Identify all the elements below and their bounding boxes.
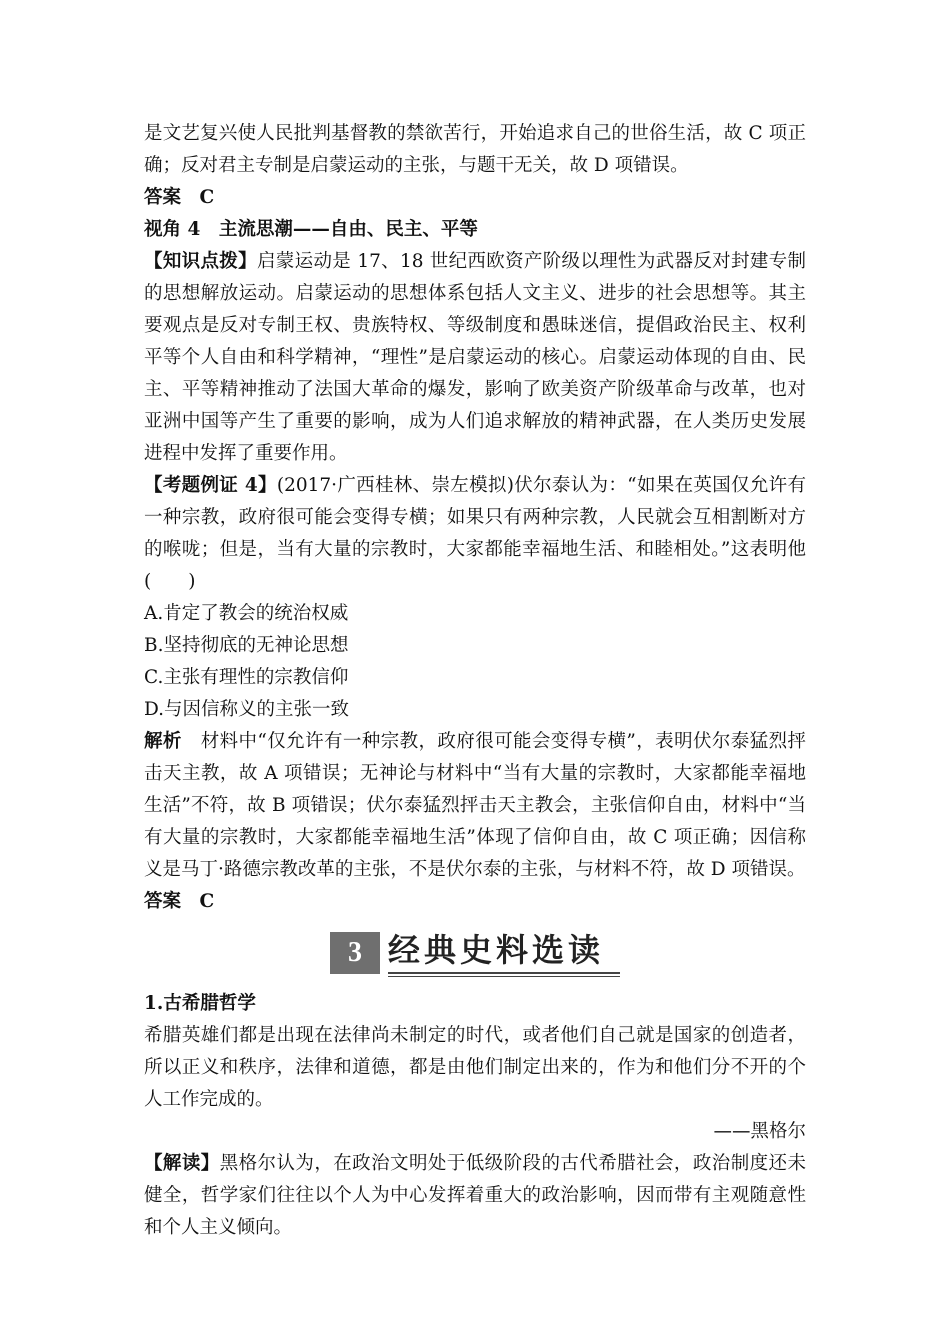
interpretation-paragraph xyxy=(144,1148,806,1244)
quote-author: ——黑格尔 xyxy=(713,1121,806,1142)
example-text: (2017·广西桂林、崇左模拟)伏尔泰认为：“如果在英国仅允许有一种宗教，政府很可能会变得专横；如果只有两种宗教，人民就会互相割断对方的喉咙；但是，当有大量的宗教时，大家都能幸福地生活、和睦相处。”这表明他( ) xyxy=(144,475,806,592)
knowledge-text: 启蒙运动是 17、18 世纪西欧资产阶级以理性为武器反对封建专制的思想解放运动。启蒙运动的思想体系包括人文主义、进步的社会思想等。其主要观点是反对专制王权、贵族特权、等级制度和愚昧迷信，提倡政治民主、权利平等个人自由和科学精神，“理性”是启蒙运动的核心。启蒙运动体现的自由、民主、平等精神推动了法国大革命的爆发，影响了欧美资产阶级革命与改革，也对亚洲中国等产生了重要的影响，成为人们追求解放的精神武器，在人类历史发展进程中发挥了重要作用。 xyxy=(144,251,806,464)
analysis-text: 材料中“仅允许有一种宗教，政府很可能会变得专横”，表明伏尔泰猛烈抨击天主教，故 A 项错误；无神论与材料中“当有大量的宗教时，大家都能幸福地生活”不符，故 B 项错误；伏尔泰猛烈抨击天主教会，主张信仰自由，材料中“当有大量的宗教时，大家都能幸福地生活”体现了信仰自由，故 C 项正确；因信称义是马丁·路德宗教改革的主张，不是伏尔泰的主张，与材料不符，故 D 项错误。 xyxy=(144,731,806,880)
option-d: D.与因信称义的主张一致 xyxy=(144,699,350,720)
option-a: A.肯定了教会的统治权威 xyxy=(144,603,349,624)
paragraph-continuation: 是文艺复兴使人民批判基督教的禁欲苦行，开始追求自己的世俗生活，故 C 项正确；反对君主专制是启蒙运动的主张，与题干无关，故 D 项错误。 xyxy=(144,123,806,176)
banner-underline xyxy=(388,972,620,974)
section-1-title: 1.古希腊哲学 xyxy=(144,993,256,1014)
answer-2: 答案 C xyxy=(144,891,215,912)
example-tag: 【考题例证 4】 xyxy=(144,475,277,496)
example-paragraph xyxy=(144,470,806,598)
section-number-badge: 3 xyxy=(330,932,380,974)
knowledge-paragraph xyxy=(144,246,806,470)
option-b: B.坚持彻底的无神论思想 xyxy=(144,635,349,656)
knowledge-tag: 【知识点拨】 xyxy=(144,251,257,272)
analysis-tag: 解析 xyxy=(144,731,182,752)
quote-text: 希腊英雄们都是出现在法律尚未制定的时代，或者他们自己就是国家的创造者，所以正义和秩序，法律和道德，都是由他们制定出来的，作为和他们分不开的个人工作完成的。 xyxy=(144,1025,806,1110)
analysis-paragraph xyxy=(144,726,806,886)
heading-perspective-4: 视角 4 主流思潮——自由、民主、平等 xyxy=(144,219,478,240)
interpretation-text: 黑格尔认为，在政治文明处于低级阶段的古代希腊社会，政治制度还未健全，哲学家们往往以个人为中心发挥着重大的政治影响，因而带有主观随意性和个人主义倾向。 xyxy=(144,1153,806,1238)
banner-underline-thin xyxy=(388,976,620,977)
option-c: C.主张有理性的宗教信仰 xyxy=(144,667,349,688)
document-page xyxy=(144,118,806,1244)
section-banner xyxy=(144,924,806,980)
interpretation-tag: 【解读】 xyxy=(144,1153,220,1174)
answer-1: 答案 C xyxy=(144,187,215,208)
section-banner-title: 经典史料选读 xyxy=(388,931,605,969)
